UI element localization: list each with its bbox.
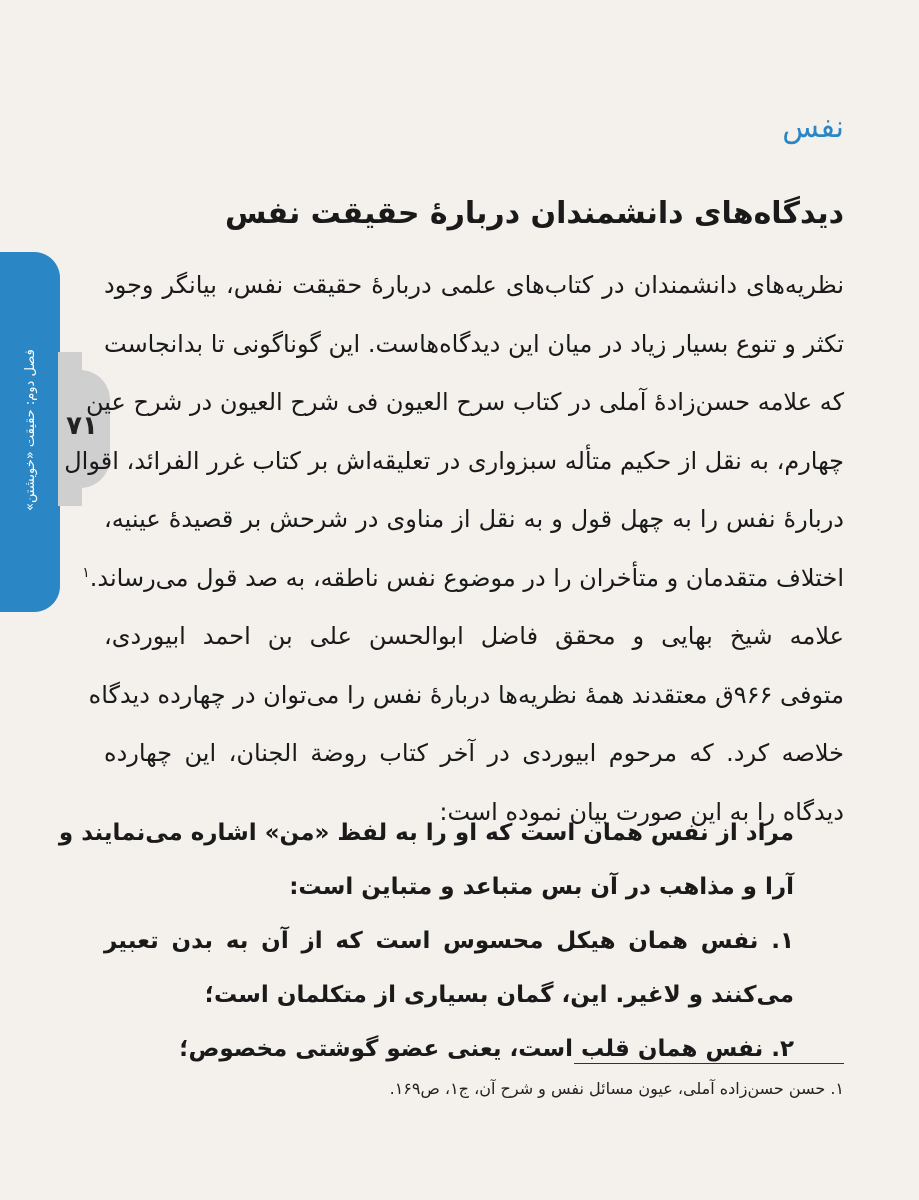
section-title: دیدگاه‌های دانشمندان دربارهٔ حقیقت نفس [224, 196, 844, 231]
body-line: دربارهٔ نفس را به چهل قول و به نقل از مناوی در شرحش بر قصیدهٔ عینیه، [104, 505, 844, 533]
footnote: ۱. حسن حسن‌زاده آملی، عیون مسائل نفس و شرح آن، ج۱، ص۱۶۹. [389, 1079, 844, 1098]
quote-line: می‌کنند و لاغیر. این، گمان بسیاری از متکلمان است؛ [204, 982, 794, 1008]
footnote-divider [574, 1063, 844, 1064]
body-line: تکثر و تنوع بسیار زیاد در میان این دیدگاه‌هاست. این گوناگونی تا بدانجاست [104, 329, 844, 358]
quote-line: مراد از نفس همان است که او را به لفظ «من» اشاره می‌نمایند و [58, 820, 794, 846]
footnote-marker: ۱ [82, 564, 90, 581]
body-line: اختلاف متقدمان و متأخران را در موضوع نفس ناطقه، به صد قول می‌رساند. [89, 563, 844, 592]
quote-line: ۲. نفس همان قلب است، یعنی عضو گوشتی مخصوص؛ [179, 1036, 794, 1062]
page-number: ۷۱ [66, 411, 98, 441]
body-line: خلاصه کرد. که مرحوم ابیوردی در آخر کتاب روضة الجنان، این چهارده [104, 739, 844, 767]
body-line: چهارم، به نقل از حکیم متأله سبزواری در تعلیقه‌اش بر کتاب غرر الفرائد، اقوال [64, 446, 844, 475]
quoted-passage [58, 806, 844, 1076]
quote-line: آرا و مذاهب در آن بس متباعد و متباین است: [289, 874, 794, 900]
body-line-with-note [82, 549, 844, 608]
quote-line: ۱. نفس همان هیکل محسوس است که از آن به بدن تعبیر [104, 928, 794, 954]
body-line: نظریه‌های دانشمندان در کتاب‌های علمی دربارهٔ حقیقت نفس، بیانگر وجود [104, 271, 844, 299]
chapter-side-label: فصل دوم: حقیقت «خویشتن» [23, 349, 38, 511]
chapter-label: نفس [782, 110, 844, 145]
body-line: که علامه حسن‌زادهٔ آملی در کتاب سرح العیون فی شرح العیون در شرح عین [86, 388, 844, 416]
body-line: دیدگاه را به این صورت بیان نموده است: [439, 797, 844, 826]
body-line: علامه شیخ بهایی و محقق فاضل ابوالحسن علی بن احمد ابیوردی، [104, 622, 844, 650]
body-line: متوفی ۹۶۶ق معتقدند همهٔ نظریه‌ها دربارهٔ نفس را می‌توان در چهارده دیدگاه [88, 680, 844, 709]
